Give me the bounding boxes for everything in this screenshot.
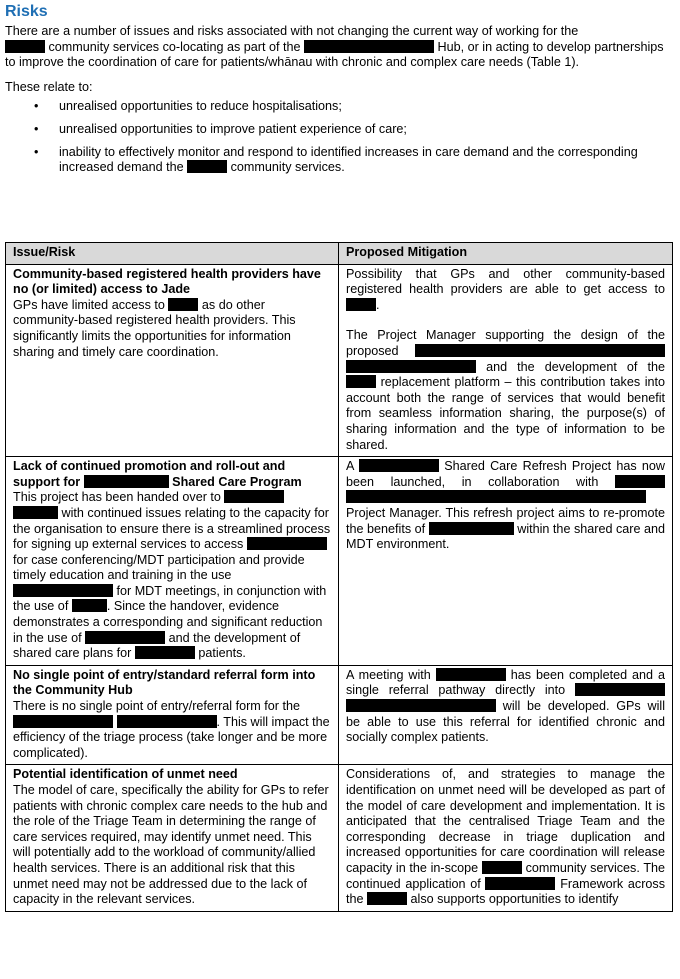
- risk-title: Potential identification of unmet need: [13, 767, 238, 782]
- redaction-block: [224, 490, 284, 503]
- mitigation-cell: A meeting with has been completed and a single referral pathway directly into will be developed. GPs will be able to use this referral for identified chronic and socially complex patients.: [339, 665, 673, 765]
- issue-cell: Potential identification of unmet need The model of care, specifically the ability for GPs to refer patients with chronic complex care needs to the hub and the role of the Triage Team in determining the range of care services required, may identify unmet need. This will potentially add to the workload of community/allied health services. There is an additional risk that this unmet need may not be addressed due to the lack of capacity in the relevant services.: [6, 765, 339, 911]
- redaction-block: [346, 490, 646, 503]
- redaction-block: [436, 668, 506, 681]
- table-row: [6, 765, 673, 911]
- mitigation-cell: A Shared Care Refresh Project has now been launched, in collaboration with Project Manager. This refresh project aims to re-promote the benefits of within the shared care and MDT environment.: [339, 457, 673, 666]
- risk-title: Lack of continued promotion and roll-out and support for Shared Care Program: [13, 459, 302, 489]
- risk-title: No single point of entry/standard referral form into the Community Hub: [13, 667, 316, 698]
- risk-list: [5, 99, 673, 175]
- redaction-block: [482, 861, 522, 874]
- redaction-block: [304, 40, 434, 53]
- column-header-issue: Issue/Risk: [6, 243, 339, 265]
- redaction-block: [13, 715, 113, 728]
- list-item: • inability to effectively monitor and respond to identified increases in care demand and the corresponding increased demand the community services.: [34, 144, 638, 175]
- redaction-block: [117, 715, 217, 728]
- risk-title: Community-based registered health providers have no (or limited) access to Jade: [13, 266, 321, 297]
- mitigation-cell: Considerations of, and strategies to manage the identification on unmet need will be developed as part of the model of care development and implementation. It is anticipated that the centralised Triage Team and the corresponding decrease in triage duplication and increased opportunities for care coordination will release capacity in the in-scope community services. The continued application of Framework across the also supports opportunities to identify: [339, 765, 673, 911]
- issue-cell: Lack of continued promotion and roll-out and support for Shared Care Program This project has been handed over to with continued issues relating to the capacity for the organisation to ensure there is a streamlined process for signing up external services to access for case conferencing/MDT participation and provide timely education and training in the use for MDT meetings, in conjunction with the use of . Since the handover, evidence demonstrates a corresponding and significant reduction in the use of and the development of shared care plans for patients.: [6, 457, 339, 666]
- redaction-block: [72, 599, 107, 612]
- redaction-block: [615, 475, 665, 488]
- redaction-block: [5, 40, 45, 53]
- redaction-block: [485, 877, 555, 890]
- redaction-block: [346, 360, 476, 373]
- redaction-block: [247, 537, 327, 550]
- risk-table: [5, 242, 673, 912]
- redaction-block: [575, 683, 665, 696]
- redaction-block: [187, 160, 227, 173]
- bullet-icon: •: [34, 121, 39, 136]
- bullet-icon: •: [34, 144, 39, 159]
- redaction-block: [13, 506, 58, 519]
- table-row: [6, 457, 673, 666]
- redaction-block: [84, 475, 169, 488]
- redaction-block: [346, 699, 496, 712]
- list-item: • unrealised opportunities to reduce hospitalisations;: [34, 99, 342, 114]
- redaction-block: [135, 646, 195, 659]
- table-row: [6, 264, 673, 457]
- bullet-icon: •: [34, 99, 39, 114]
- redaction-block: [359, 459, 439, 472]
- redaction-block: [415, 344, 665, 357]
- table-header-row: [6, 243, 673, 265]
- list-item: • unrealised opportunities to improve patient experience of care;: [34, 121, 407, 136]
- section-heading: Risks: [5, 3, 48, 20]
- intro-paragraph: There are a number of issues and risks associated with not changing the current way of working for the community services co-locating as part of the Hub, or in acting to develop partnerships to improve the coordination of care for patients/whānau with chronic and complex care needs (Table 1).: [5, 24, 664, 70]
- issue-cell: No single point of entry/standard referral form into the Community Hub There is no single point of entry/referral form for the . This will impact the efficiency of the triage process (take longer and be more complicated).: [6, 665, 339, 765]
- column-header-mitigation: Proposed Mitigation: [339, 243, 673, 265]
- table-row: [6, 665, 673, 765]
- redaction-block: [168, 298, 198, 311]
- redaction-block: [13, 584, 113, 597]
- issue-cell: Community-based registered health providers have no (or limited) access to Jade GPs have limited access to as do other community-based registered health providers. This significantly limits the opportunities for information sharing and timely care coordination.: [6, 264, 339, 457]
- redaction-block: [85, 631, 165, 644]
- list-lead: These relate to:: [5, 79, 93, 94]
- redaction-block: [346, 375, 376, 388]
- mitigation-cell: Possibility that GPs and other community-based registered health providers are able to get access to . The Project Manager supporting the design of the proposed and the development of the replacement platform – this contribution takes into account both the range of services that would benefit from seamless information sharing, the purpose(s) of sharing information and the type of information to be shared.: [339, 264, 673, 457]
- redaction-block: [346, 298, 376, 311]
- document-page: [5, 2, 673, 183]
- redaction-block: [367, 892, 407, 905]
- redaction-block: [429, 522, 514, 535]
